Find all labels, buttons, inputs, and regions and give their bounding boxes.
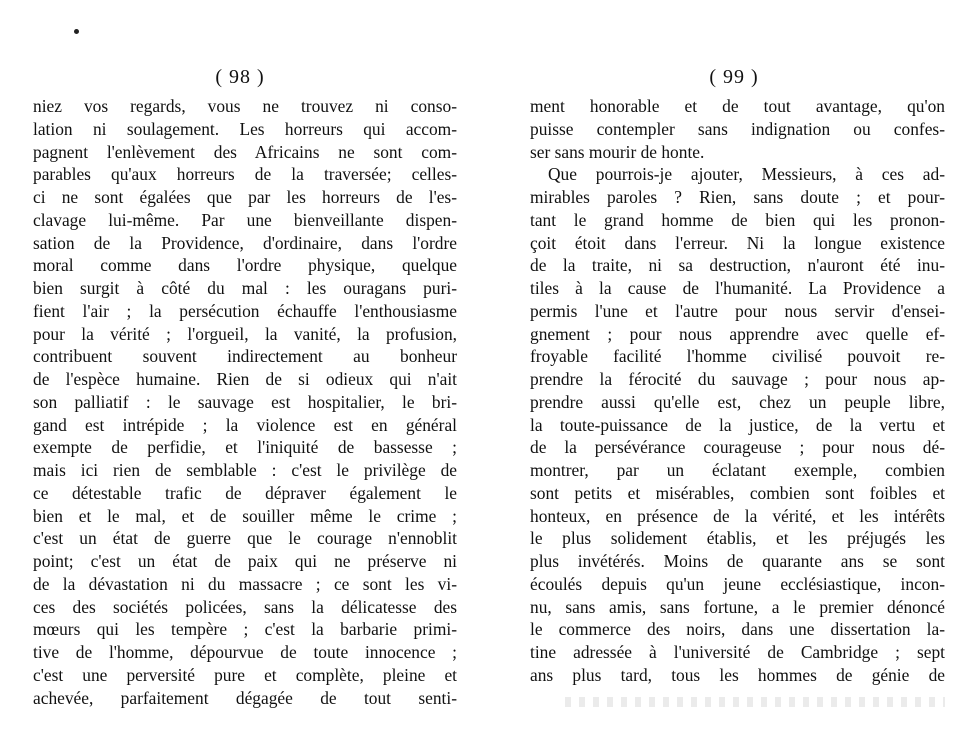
text-line: exempte de perfidie, et l'iniquité de bassesse ; — [33, 437, 457, 458]
text-line: tive de l'homme, dépourvue de toute innocence ; — [33, 642, 457, 662]
text-line: ci ne sont égalées que par les horreurs de l'es- — [33, 187, 457, 207]
text-line: montrer, par un éclatant exemple, combien — [530, 460, 945, 480]
text-line: gnement ; pour nous apprendre avec quelle ef- — [530, 323, 945, 344]
text-line: mais ici rien de semblable : c'est le privilège de — [33, 460, 457, 480]
text-line: lation ni soulagement. Les horreurs qui accom- — [33, 118, 457, 139]
text-line: de la dévastation ni du massacre ; ce sont les vi- — [33, 573, 457, 594]
text-line: honteux, en présence de la vérité, et les intérêts — [530, 505, 945, 526]
text-line: nu, sans amis, sans fortune, a le premier dénoncé — [530, 596, 945, 617]
bleed-through-marks — [565, 697, 945, 707]
text-line: permis l'une et l'autre pour nous servir d'ensei- — [530, 300, 945, 321]
text-line: le plus solidement établis, et les préjugés les — [530, 528, 945, 549]
text-line: prendre aussi qu'elle est, chez un peuple libre, — [530, 391, 945, 412]
text-line: son palliatif : le sauvage est hospitalier, le bri- — [33, 391, 457, 412]
text-line: ans plus tard, tous les hommes de génie de — [530, 664, 945, 685]
text-line: la toute-puissance de la justice, de la vertu et — [530, 414, 945, 435]
text-line: ment honorable et de tout avantage, qu'on — [530, 96, 945, 116]
text-line: de la traite, ni sa destruction, n'auront été inu- — [530, 255, 945, 276]
text-line: prendre la férocité du sauvage ; pour nous ap- — [530, 369, 945, 389]
paragraph-end-line: ser sans mourir de honte. — [530, 141, 705, 162]
text-line: gand est intrépide ; la violence est en général — [33, 414, 457, 435]
text-line: pagnent l'enlèvement des Africains ne sont com- — [33, 141, 457, 162]
right-page-number: ( 99 ) — [709, 66, 759, 88]
left-page-text — [33, 95, 457, 709]
text-line: mœurs qui les tempère ; c'est la barbarie primi- — [33, 619, 457, 640]
text-line: sont petits et misérables, combien sont foibles et — [530, 482, 945, 503]
text-line: moral comme dans l'ordre physique, quelque — [33, 255, 457, 276]
text-line: sation de la Providence, d'ordinaire, dans l'ordre — [33, 232, 457, 253]
text-line: tine adressée à l'université de Cambridge ; sept — [530, 642, 945, 662]
text-line: parables qu'aux horreurs de la traversée; celles- — [33, 164, 457, 185]
text-line: de la persévérance courageuse ; pour nous dé- — [530, 437, 945, 458]
text-line: puisse contempler sans indignation ou confes- — [530, 118, 945, 139]
text-line: bien et le mal, et de souiller même le crime ; — [33, 505, 457, 526]
text-line: froyable facilité l'homme civilisé pouvoit re- — [530, 346, 945, 367]
text-line: mirables paroles ? Rien, sans doute ; et pour- — [530, 187, 945, 207]
text-line: clavage lui-même. Par une bienveillante dispen- — [33, 209, 457, 230]
text-line: écoulés depuis qu'un jeune ecclésiastique, incon- — [530, 573, 945, 594]
ink-speck — [74, 29, 79, 34]
text-line: niez vos regards, vous ne trouvez ni conso- — [33, 96, 457, 116]
text-line: plus invétérés. Moins de quarante ans se sont — [530, 551, 945, 571]
text-line: bien surgit à côté du mal : les ouragans puri- — [33, 278, 457, 298]
text-line: ces des sociétés policées, sans la délicatesse des — [33, 596, 457, 617]
text-line: fient l'air ; la persécution échauffe l'enthousiasme — [33, 300, 457, 321]
left-page-number: ( 98 ) — [215, 66, 265, 88]
text-line: le commerce des noirs, dans une dissertation la- — [530, 619, 945, 640]
right-page-text — [530, 95, 945, 687]
text-line: c'est une perversité pure et complète, pleine et — [33, 664, 457, 685]
text-line: çoit étoit dans l'erreur. Ni la longue existence — [530, 232, 945, 253]
text-line: contribuent souvent indirectement au bonheur — [33, 346, 457, 367]
text-line: ce détestable trafic de dépraver également le — [33, 482, 457, 503]
paragraph-start-line: Que pourrois-je ajouter, Messieurs, à ces ad- — [548, 164, 945, 185]
text-line: tiles à la cause de l'humanité. La Providence a — [530, 278, 945, 298]
text-line: point; c'est un état de paix qui ne préserve ni — [33, 551, 457, 571]
text-line: tant le grand homme de bien qui les pronon- — [530, 209, 945, 230]
text-line: achevée, parfaitement dégagée de tout senti- — [33, 687, 457, 708]
text-line: de l'espèce humaine. Rien de si odieux qui n'ait — [33, 369, 457, 389]
text-line: pour la vérité ; l'orgueil, la vanité, la profusion, — [33, 323, 457, 344]
text-line: c'est un état de guerre que le courage n'ennoblit — [33, 528, 457, 549]
